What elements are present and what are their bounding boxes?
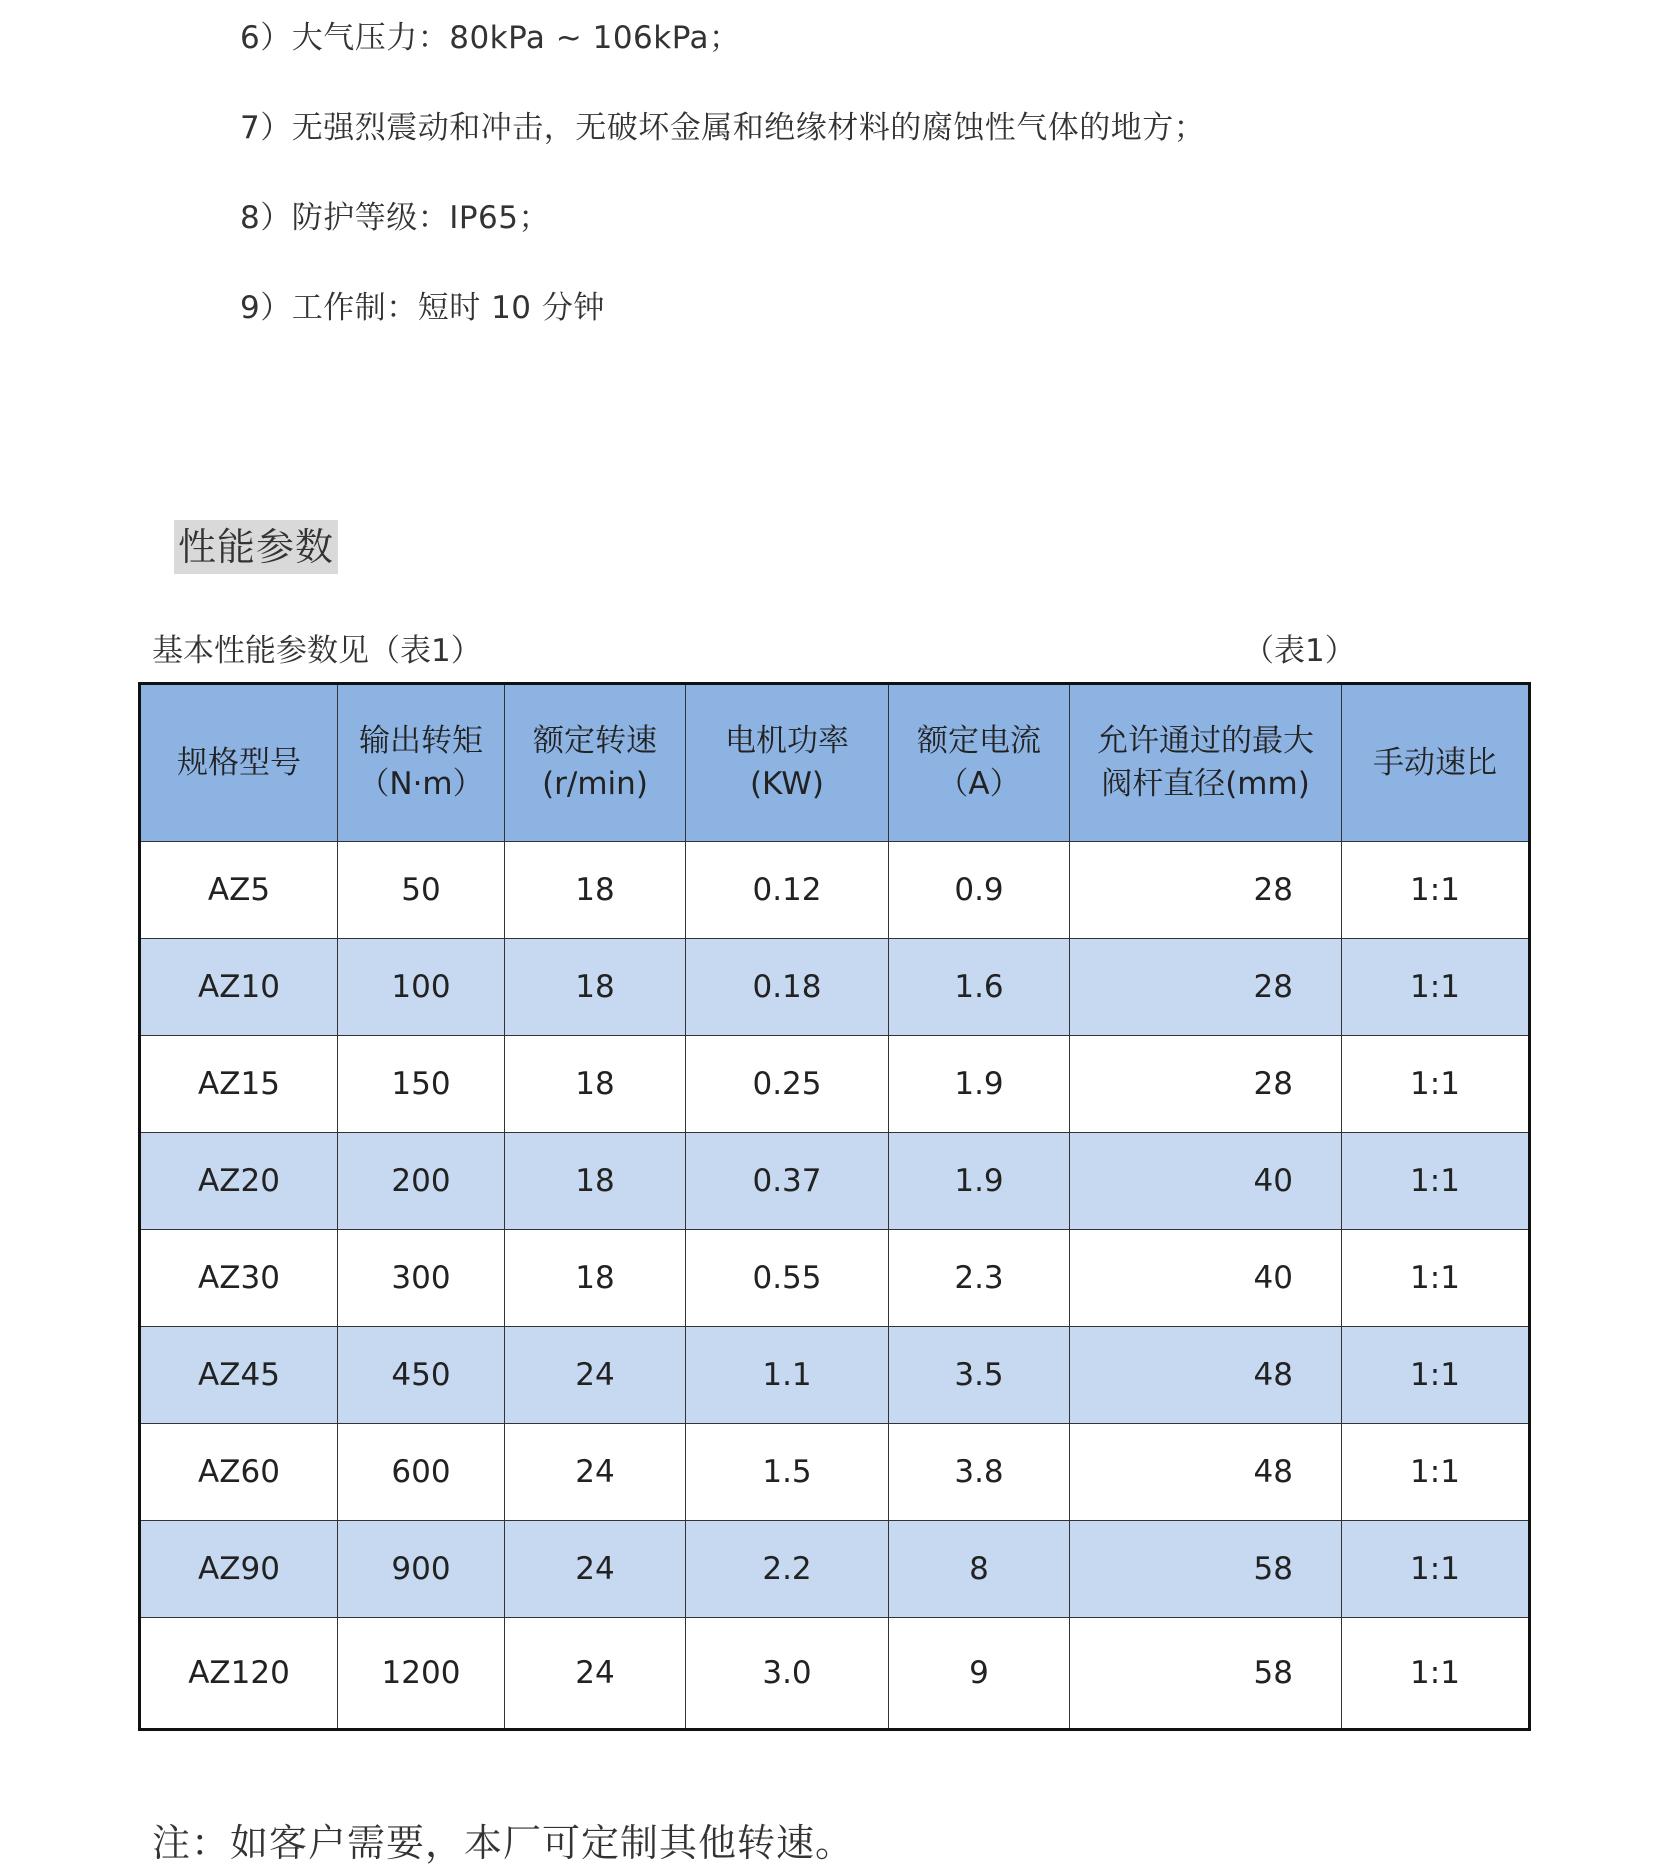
header-rated-current: 额定电流 （A）: [889, 684, 1070, 842]
cell-speed: 18: [505, 842, 686, 939]
cell-stem-diameter: 48: [1070, 1327, 1342, 1424]
cell-model: AZ10: [140, 939, 338, 1036]
list-item-6: 6）大气压力：80kPa ~ 106kPa；: [240, 20, 741, 56]
header-rated-speed: 额定转速 (r/min): [505, 684, 686, 842]
cell-model: AZ30: [140, 1230, 338, 1327]
cell-model: AZ20: [140, 1133, 338, 1230]
cell-model: AZ90: [140, 1521, 338, 1618]
list-item-7: 7）无强烈震动和冲击，无破坏金属和绝缘材料的腐蚀性气体的地方；: [240, 110, 1206, 146]
cell-torque: 200: [338, 1133, 505, 1230]
cell-ratio: 1:1: [1342, 1521, 1530, 1618]
cell-current: 9: [889, 1618, 1070, 1730]
table-row: [140, 1230, 1530, 1327]
cell-power: 1.5: [686, 1424, 889, 1521]
cell-torque: 450: [338, 1327, 505, 1424]
cell-power: 0.18: [686, 939, 889, 1036]
list-item-9: 9）工作制：短时 10 分钟: [240, 290, 605, 326]
cell-ratio: 1:1: [1342, 1618, 1530, 1730]
cell-ratio: 1:1: [1342, 1327, 1530, 1424]
cell-torque: 300: [338, 1230, 505, 1327]
cell-current: 1.9: [889, 1036, 1070, 1133]
cell-current: 3.5: [889, 1327, 1070, 1424]
cell-current: 1.9: [889, 1133, 1070, 1230]
performance-table: [138, 682, 1531, 1731]
cell-speed: 24: [505, 1424, 686, 1521]
cell-power: 3.0: [686, 1618, 889, 1730]
cell-ratio: 1:1: [1342, 939, 1530, 1036]
cell-torque: 150: [338, 1036, 505, 1133]
table-row: [140, 1521, 1530, 1618]
cell-speed: 18: [505, 939, 686, 1036]
cell-model: AZ5: [140, 842, 338, 939]
cell-torque: 900: [338, 1521, 505, 1618]
cell-power: 0.25: [686, 1036, 889, 1133]
footnote: 注：如客户需要，本厂可定制其他转速。: [152, 1821, 855, 1865]
cell-torque: 1200: [338, 1618, 505, 1730]
header-max-stem-diameter: 允许通过的最大 阀杆直径(mm): [1070, 684, 1342, 842]
cell-ratio: 1:1: [1342, 1133, 1530, 1230]
cell-speed: 24: [505, 1327, 686, 1424]
cell-model: AZ15: [140, 1036, 338, 1133]
cell-torque: 50: [338, 842, 505, 939]
cell-speed: 24: [505, 1618, 686, 1730]
cell-current: 3.8: [889, 1424, 1070, 1521]
header-motor-power: 电机功率 (KW): [686, 684, 889, 842]
table-number: （表1）: [1243, 633, 1356, 669]
table-header-row: [140, 684, 1530, 842]
header-model: 规格型号: [140, 684, 338, 842]
cell-current: 8: [889, 1521, 1070, 1618]
cell-stem-diameter: 58: [1070, 1521, 1342, 1618]
cell-power: 0.37: [686, 1133, 889, 1230]
table-row: [140, 1424, 1530, 1521]
cell-stem-diameter: 28: [1070, 939, 1342, 1036]
cell-stem-diameter: 40: [1070, 1230, 1342, 1327]
cell-speed: 18: [505, 1036, 686, 1133]
table-row: [140, 1133, 1530, 1230]
table-row: [140, 939, 1530, 1036]
cell-ratio: 1:1: [1342, 1036, 1530, 1133]
cell-ratio: 1:1: [1342, 1230, 1530, 1327]
cell-model: AZ45: [140, 1327, 338, 1424]
table-row: [140, 1327, 1530, 1424]
section-title: 性能参数: [174, 520, 338, 574]
cell-model: AZ60: [140, 1424, 338, 1521]
list-item-8: 8）防护等级：IP65；: [240, 200, 551, 236]
cell-current: 2.3: [889, 1230, 1070, 1327]
cell-speed: 24: [505, 1521, 686, 1618]
cell-power: 0.12: [686, 842, 889, 939]
cell-current: 0.9: [889, 842, 1070, 939]
cell-torque: 100: [338, 939, 505, 1036]
cell-stem-diameter: 28: [1070, 1036, 1342, 1133]
cell-power: 2.2: [686, 1521, 889, 1618]
cell-stem-diameter: 48: [1070, 1424, 1342, 1521]
cell-stem-diameter: 40: [1070, 1133, 1342, 1230]
header-output-torque: 输出转矩 （N·m）: [338, 684, 505, 842]
header-manual-ratio: 手动速比: [1342, 684, 1530, 842]
cell-torque: 600: [338, 1424, 505, 1521]
cell-power: 1.1: [686, 1327, 889, 1424]
table-row: [140, 1036, 1530, 1133]
table-row: [140, 842, 1530, 939]
table-row: [140, 1618, 1530, 1730]
cell-speed: 18: [505, 1133, 686, 1230]
cell-stem-diameter: 28: [1070, 842, 1342, 939]
cell-ratio: 1:1: [1342, 842, 1530, 939]
cell-stem-diameter: 58: [1070, 1618, 1342, 1730]
cell-current: 1.6: [889, 939, 1070, 1036]
cell-model: AZ120: [140, 1618, 338, 1730]
table-caption: 基本性能参数见（表1）: [152, 633, 482, 669]
cell-ratio: 1:1: [1342, 1424, 1530, 1521]
cell-speed: 18: [505, 1230, 686, 1327]
cell-power: 0.55: [686, 1230, 889, 1327]
